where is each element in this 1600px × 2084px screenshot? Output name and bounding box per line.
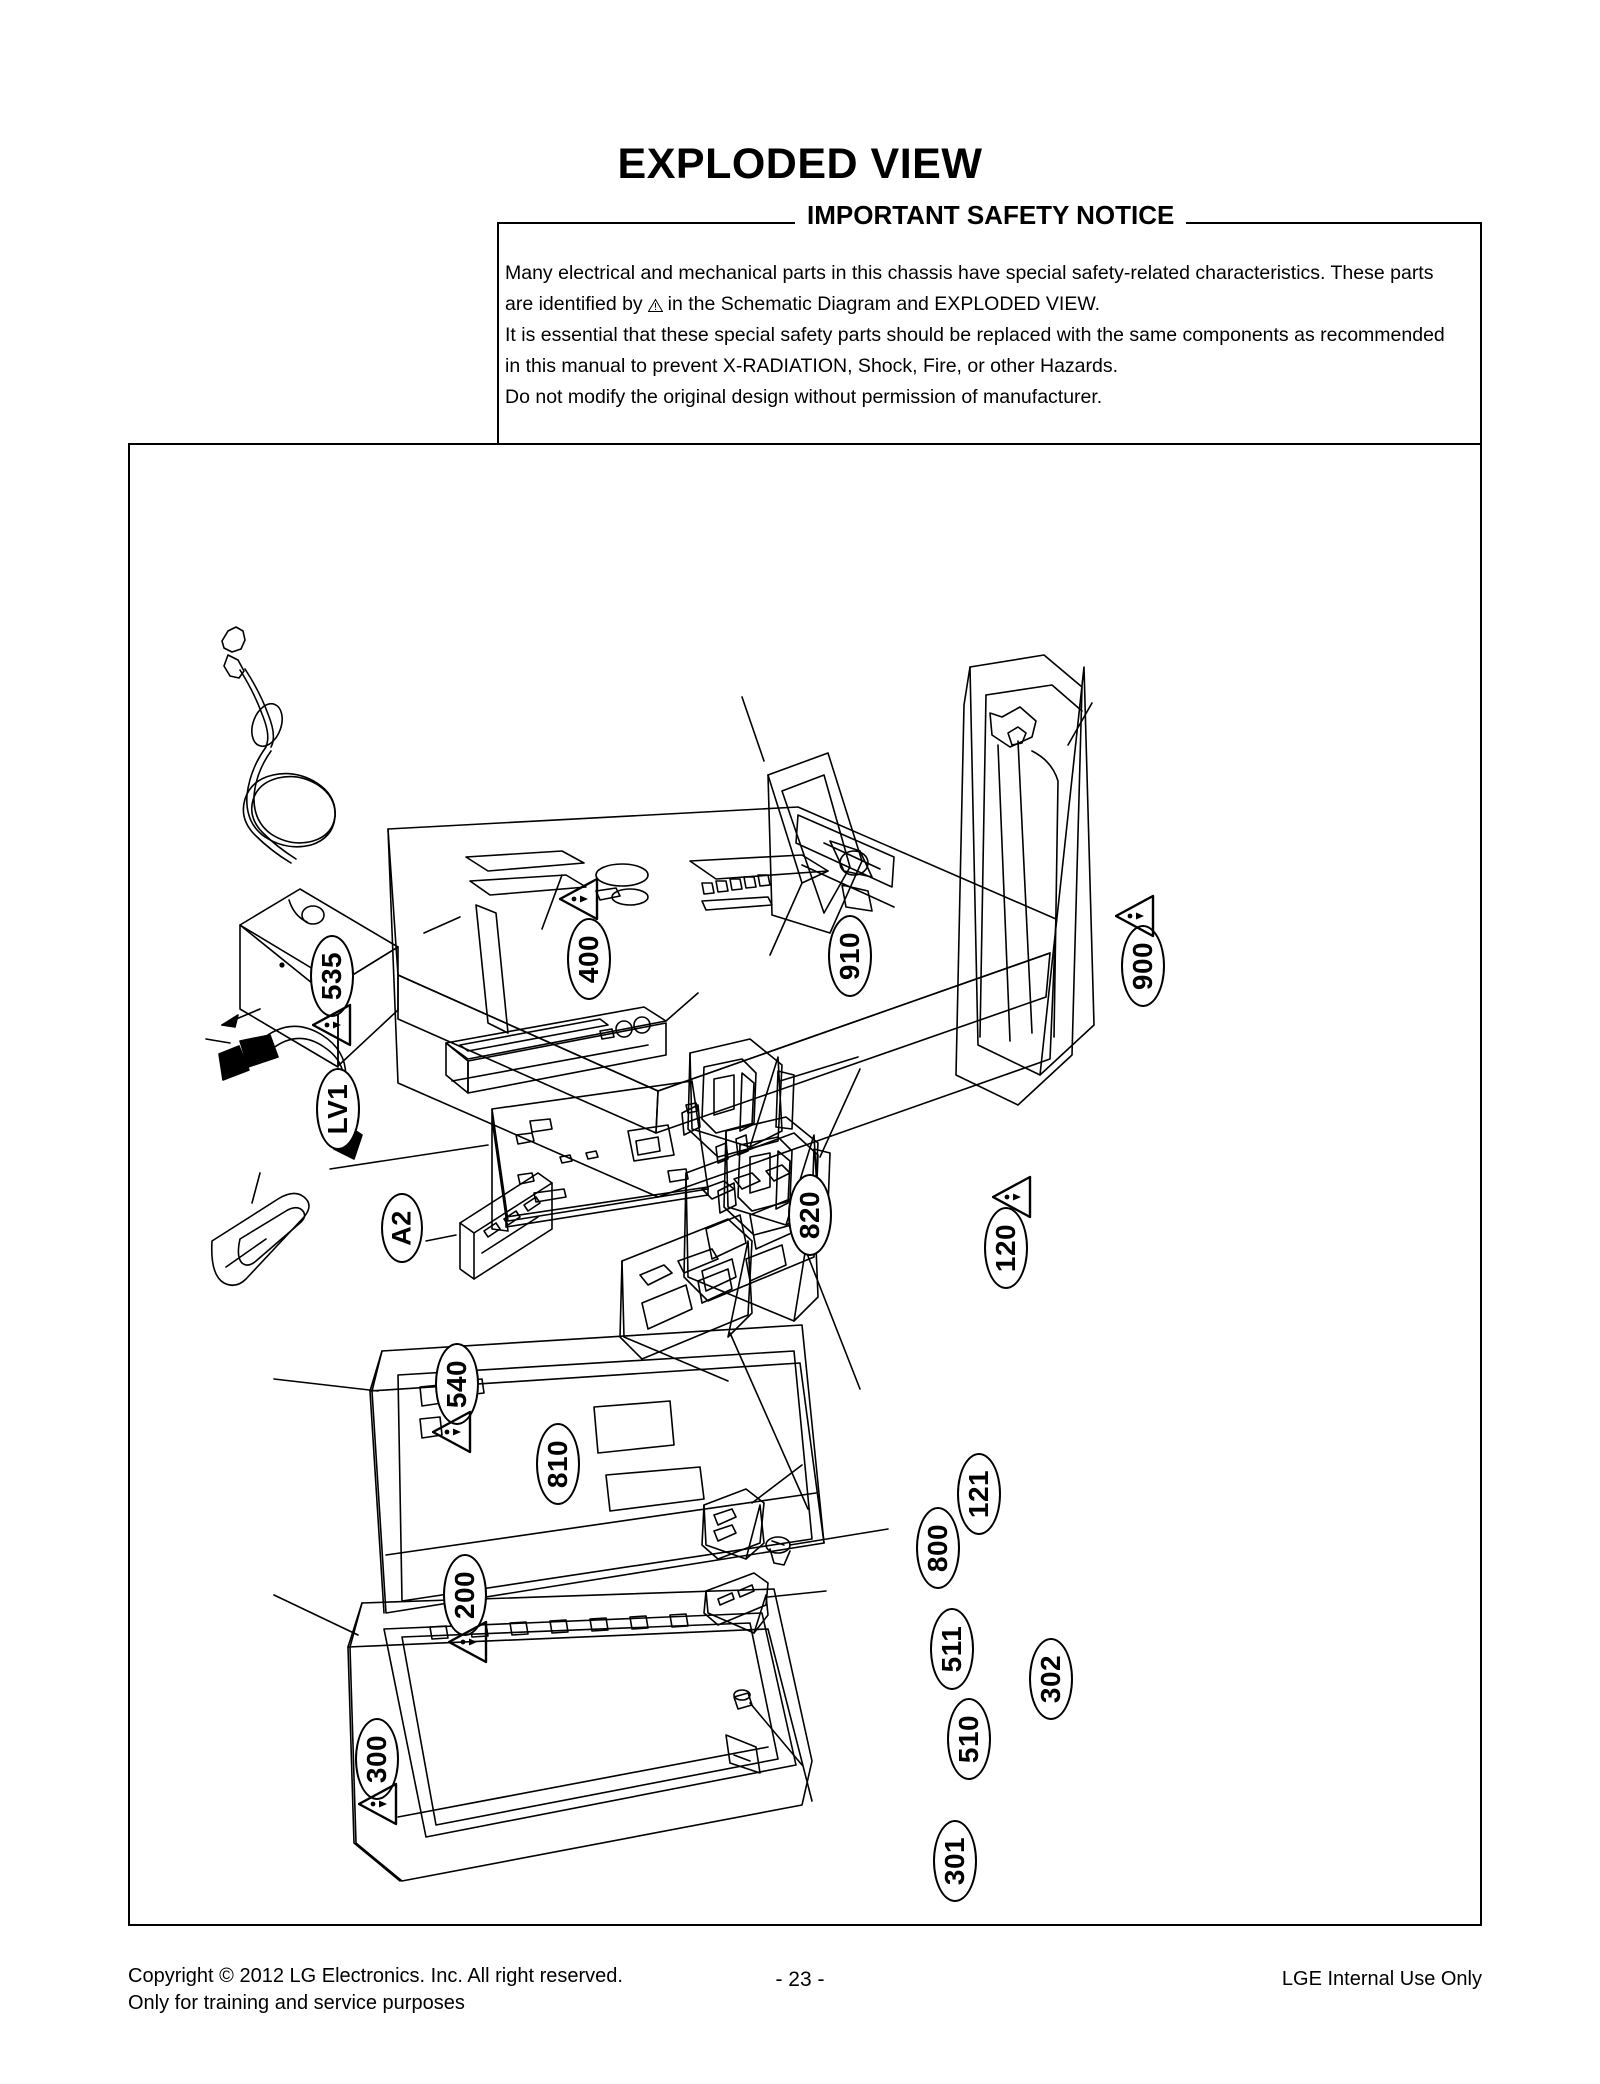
callout-label: 301 (939, 1836, 970, 1886)
page-title: EXPLODED VIEW (617, 140, 983, 188)
safety-warning-triangle-icon-120 (992, 1175, 1032, 1219)
footer-page-number: - 23 - (775, 1968, 825, 1991)
safety-warning-triangle-icon-900 (1115, 894, 1155, 938)
callout-label: 511 (936, 1625, 967, 1673)
safety-warning-triangle-icon-300 (358, 1782, 398, 1826)
footer-copyright-line-1: Copyright © 2012 LG Electronics. Inc. All right reserved. (128, 1965, 623, 1987)
part-535-power-adapter (222, 627, 398, 1067)
safety-notice-text (505, 258, 1470, 413)
callout-820 (788, 1174, 832, 1256)
safety-warning-triangle-icon-200 (448, 1620, 488, 1664)
part-820-speaker-assembly (446, 993, 698, 1093)
safety-line-2a: are identified by (505, 293, 643, 315)
part-302-screw (766, 1529, 888, 1565)
part-121-power-board (684, 1133, 860, 1389)
part-301-screw (734, 1690, 802, 1765)
callout-label: 900 (1127, 941, 1158, 991)
callout-400 (567, 918, 611, 1000)
callout-LV1 (316, 1068, 360, 1150)
callout-label: A2 (386, 1210, 417, 1246)
footer-internal-use: LGE Internal Use Only (1281, 1968, 1482, 1990)
callout-label: 810 (542, 1439, 573, 1489)
safety-line-5: Do not modify the original design without permission of manufacturer. (505, 386, 1103, 408)
safety-line-4: in this manual to prevent X-RADIATION, Shock, Fire, or other Hazards. (505, 355, 1119, 377)
callout-label: 400 (573, 934, 604, 984)
callout-label: LV1 (322, 1083, 353, 1135)
callout-label: 510 (953, 1714, 984, 1764)
safety-line-3: It is essential that these special safety parts should be replaced with the same components as recommended (505, 324, 1445, 346)
callout-label: 121 (963, 1469, 994, 1519)
safety-warning-triangle-icon-400 (559, 877, 599, 921)
callout-511 (930, 1608, 974, 1690)
safety-line-1: Many electrical and mechanical parts in this chassis have special safety-related characteristics. These parts (505, 262, 1434, 284)
callout-120 (984, 1207, 1028, 1289)
callout-302 (1029, 1638, 1073, 1720)
callout-label: 200 (449, 1570, 480, 1620)
callout-510 (947, 1698, 991, 1780)
callout-121 (957, 1453, 1001, 1535)
callout-910 (828, 915, 872, 997)
callout-label: 800 (922, 1523, 953, 1573)
callout-A2 (381, 1193, 423, 1263)
callout-label: 535 (316, 951, 347, 1001)
safety-line-2b: in the Schematic Diagram and EXPLODED VIEW. (667, 293, 1101, 315)
callout-label: 910 (834, 931, 865, 981)
callout-label: 820 (794, 1190, 825, 1240)
callout-800 (916, 1507, 960, 1589)
safety-warning-triangle-icon-540 (432, 1410, 472, 1454)
callout-label: 300 (361, 1734, 392, 1784)
part-810-sub-board (426, 1173, 552, 1279)
callout-label: 120 (990, 1223, 1021, 1273)
callout-label: 540 (441, 1359, 472, 1409)
callout-301 (933, 1820, 977, 1902)
part-300-front-cabinet (274, 1589, 812, 1881)
safety-notice-legend: IMPORTANT SAFETY NOTICE (795, 200, 1186, 231)
safety-warning-triangle-icon-535 (312, 1003, 352, 1047)
callout-label: 302 (1035, 1654, 1066, 1704)
part-511-bracket (702, 1465, 802, 1559)
footer-copyright-line-2: Only for training and service purposes (128, 1992, 465, 2014)
safety-line-2 (505, 289, 1470, 320)
exploded-view-drawing (128, 443, 1482, 1926)
callout-810 (536, 1423, 580, 1505)
part-a2-remote-control (212, 1173, 309, 1285)
part-900-stand-base (956, 655, 1094, 1105)
warning-triangle-icon (648, 291, 663, 304)
